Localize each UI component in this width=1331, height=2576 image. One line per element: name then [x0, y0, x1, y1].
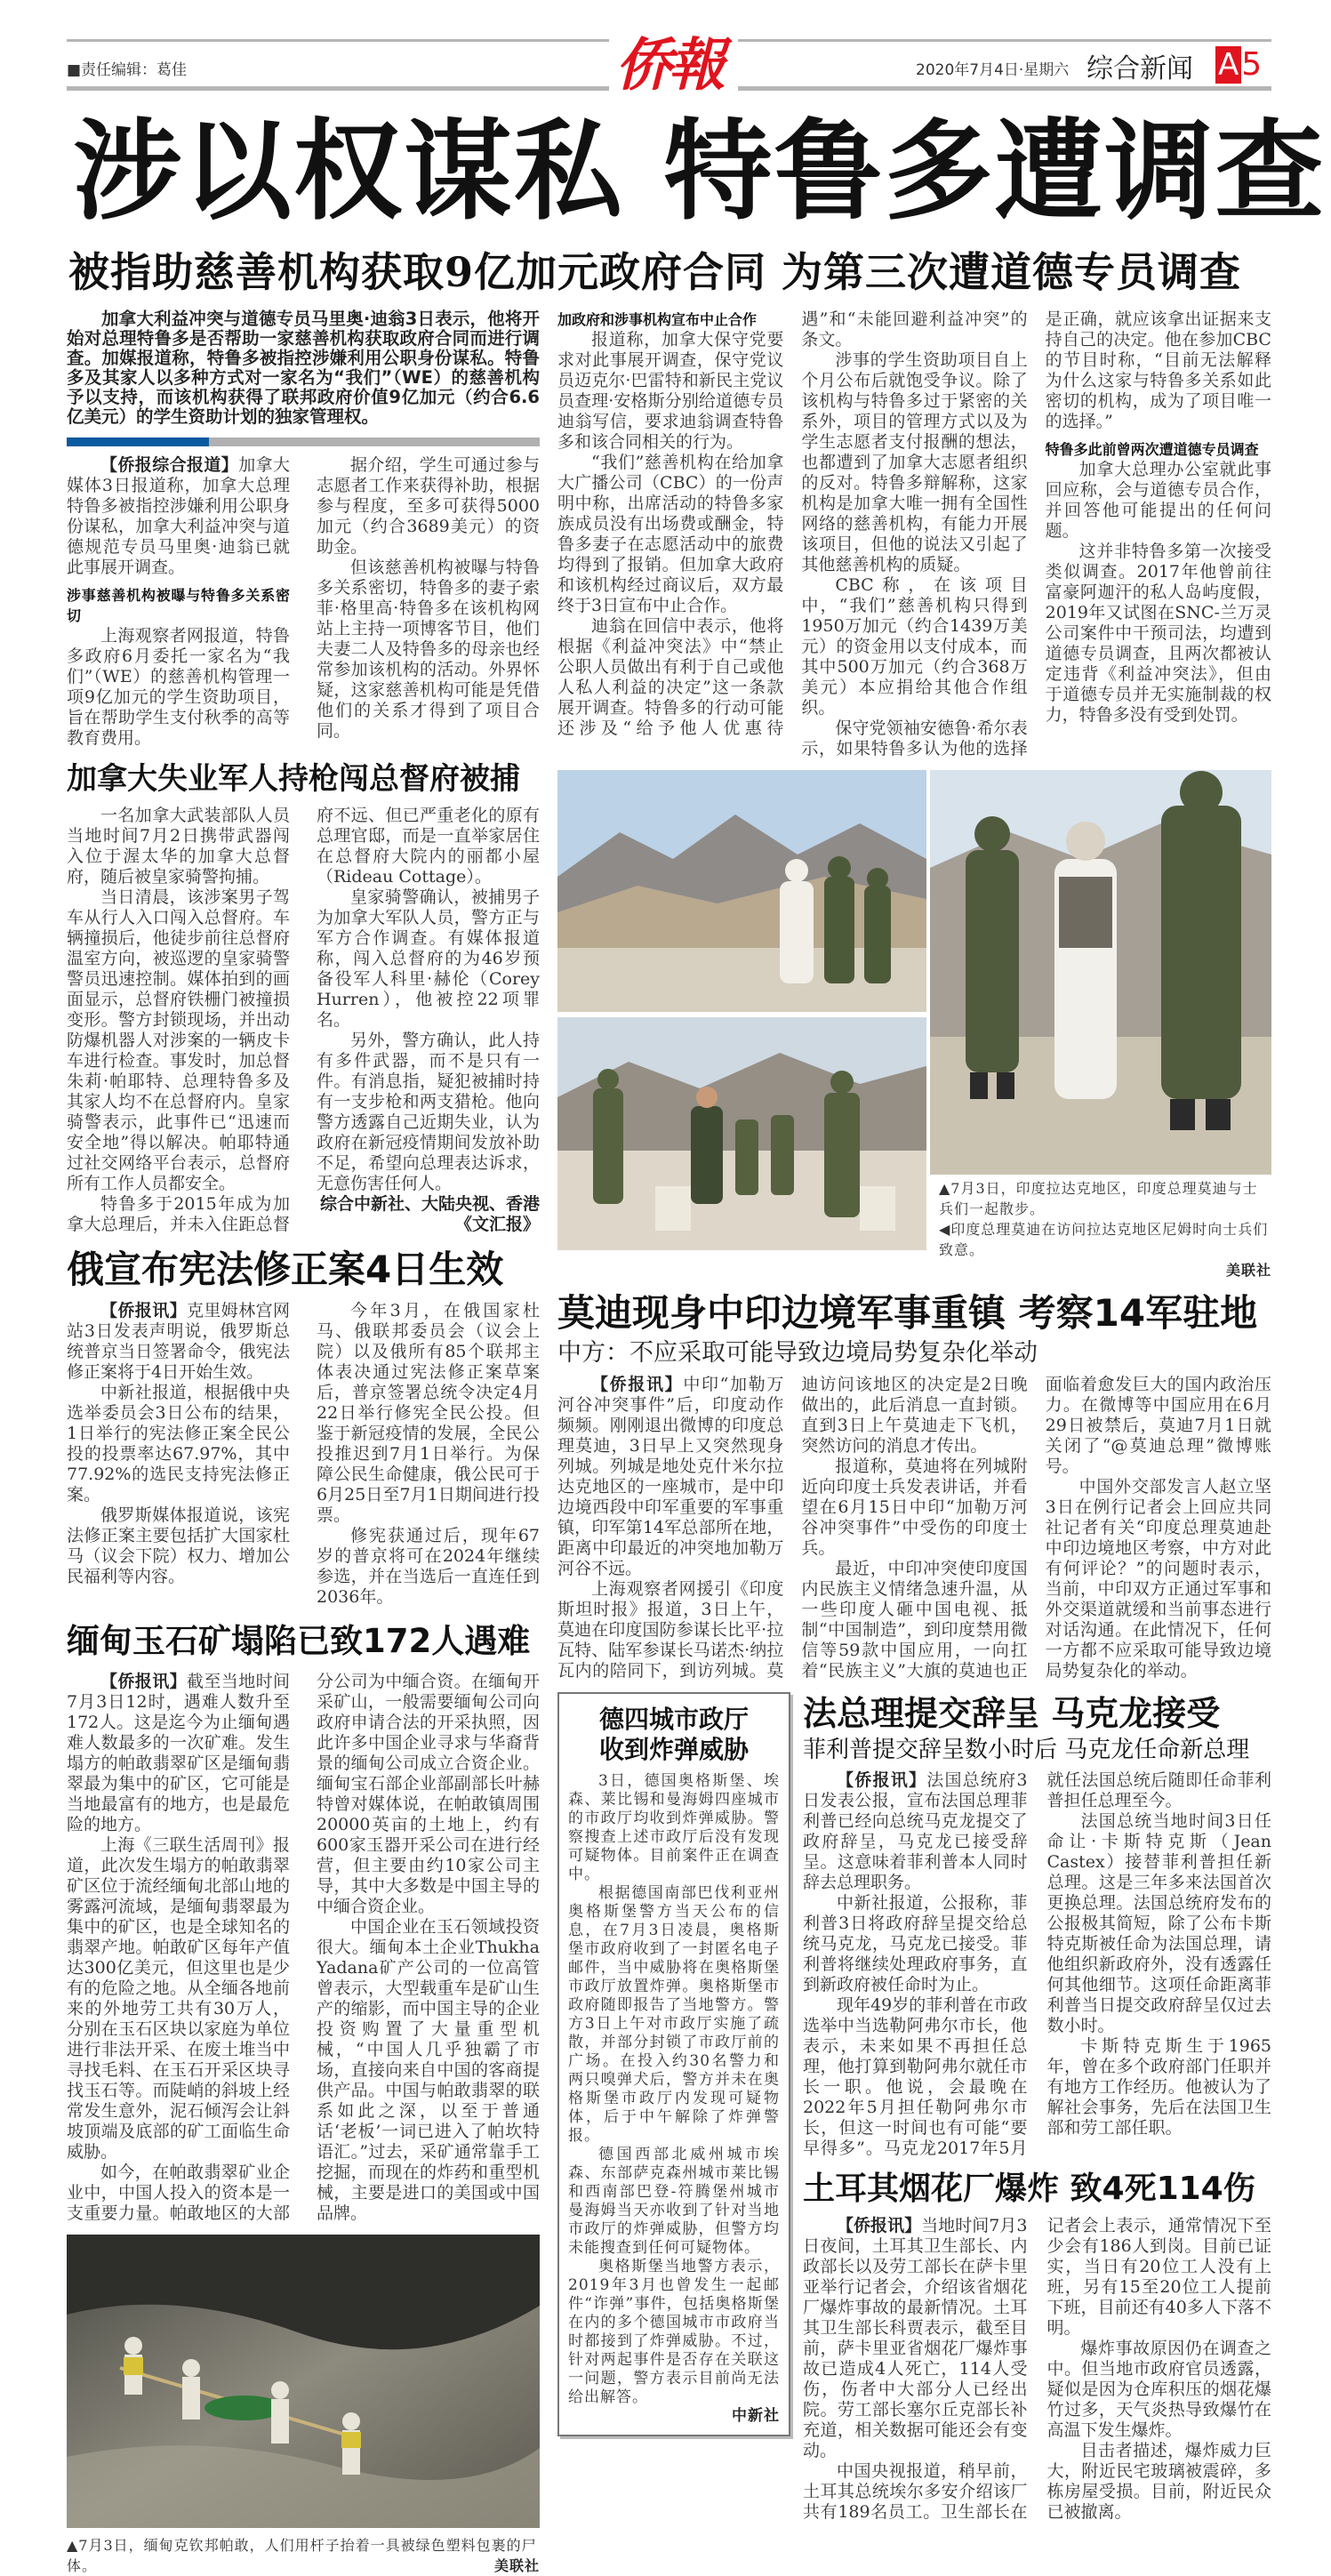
russia-body: [67, 1301, 540, 1608]
article-paragraph: [317, 1031, 540, 1194]
modi-photo-group: [557, 770, 1271, 1280]
paragraph-text: “我们”慈善机构在给加拿大广播公司（CBC）的一份声明中称，出席活动的特鲁多家族成员没有出场费或酬金，特鲁多妻子在志愿活动中的旅费均得到了报销。但加拿大政府和该机构经过商议后，双方最终于3日宣布中止合作。: [557, 453, 784, 615]
soldier-headline: 加拿大失业军人持枪闯总督府被捕: [67, 761, 520, 797]
article-paragraph: [317, 1526, 540, 1608]
masthead-bottom-rule: [67, 86, 609, 91]
paragraph-text: 法国总统当地时间3日任命让·卡斯特克斯（Jean Castex）接替菲利普担任新总理。这是三年多来法国首次更换总理。法国总统府发布的公报极其简短，除了公布卡斯特克斯被任命为法国总理，请他组织新政府外，没有透露任何其他细节。这项任命距离菲利普当日提交政府辞呈仅过去数小时。: [1046, 1811, 1271, 2035]
article-paragraph: [317, 1917, 540, 2224]
masthead-bottom-rule: [738, 86, 1271, 91]
article-source: 中新社: [732, 2407, 780, 2425]
article-paragraph: [557, 330, 783, 453]
modi-body: [557, 1375, 1271, 1681]
france-turkey-stack: [803, 1692, 1271, 2523]
modi-subheadline: 中方：不应采取可能导致边境局势复杂化举动: [557, 1339, 1038, 1367]
france-body: [803, 1770, 1271, 2159]
article-paragraph: [1047, 1811, 1272, 2036]
section-name: 综合新闻: [1086, 53, 1193, 84]
paragraph-text: 保守党领袖安德鲁·希尔表示，如果特鲁多认为他的选择是正确，就应该拿出证据来支持自己的决定。他在参加CBC的节目时称，“目前无法解释为什么这家与特鲁多关系如此密切的机构，成为了项目唯一的选择。”: [801, 309, 1271, 758]
soldier-body: [67, 806, 540, 1235]
paragraph-text: 当日清晨，该涉案男子驾车从行人入口闯入总督府。车辆撞损后，他徒步前往总督府温室方向，被巡逻的皇家骑警警员迅速控制。媒体拍到的画面显示，总督府铁栅门被撞损变形。警方封锁现场，并出动防爆机器人对涉案的一辆皮卡车进行检查。事发时，加总督朱莉·帕耶特、总理特鲁多及其家人均不在总督府内。皇家骑警表示，此事件已“迅速而安全地”得以解决。帕耶特通过社交网络平台表示，总督府所有工作人员都安全。: [67, 887, 290, 1193]
turkey-headline: 土耳其烟花厂爆炸 致4死114伤: [803, 2171, 1255, 2207]
article-subhead: 涉事慈善机构被曝与特鲁多关系密切: [67, 587, 290, 624]
paragraph-text: 最近，中印冲突使印度国内民族主义情绪急速升温，从一些印度人砸中国电视、抵制“中国制造”，到印度禁用微信等59款中国应用，一向扛着“民族主义”大旗的莫迪也正面临着愈发巨大的国内政治压力。在微博等中国应用在6月29日被禁后，莫迪7月1日就关闭了“@莫迪总理”微博账号。: [801, 1375, 1271, 1681]
lead-subheadline: 被指助慈善机构获取9亿加元政府合同 为第三次遭道德专员调查: [68, 248, 1242, 296]
article-paragraph: [67, 1301, 290, 1383]
modi-photo-captions: [930, 1178, 1271, 1280]
dateline-tag: 【侨报讯】: [837, 2216, 922, 2235]
paragraph-text: 中新社报道，根据俄中央选举委员会3日公布的结果，1日举行的宪法修正案全民公投的投票率达67.97%，其中77.92%的选民支持宪法修正案。: [67, 1383, 290, 1505]
paragraph-text: 德国西部北威州城市埃森、东部萨克森州城市莱比锡和西南部巴登-符腾堡州城市曼海姆当天亦收到了针对当地市政厅的炸弹威胁，但警方均未能搜查到任何可疑物体。: [568, 2146, 780, 2257]
article-paragraph: [317, 887, 540, 1031]
article-paragraph: [568, 2146, 780, 2258]
germany-sidebar-box: [557, 1692, 790, 2436]
page-letter: A: [1215, 46, 1241, 84]
modi-greeting-photo: [557, 1017, 926, 1250]
lead-body-left: [67, 455, 540, 749]
modi-walking-photo: [930, 770, 1271, 1175]
dateline-tag: 【侨报讯】: [837, 1770, 927, 1790]
article-paragraph: [1047, 2339, 1272, 2441]
paragraph-text: 中国央视报道，稍早前，土耳其总统埃尔多安介绍该厂共有189名员工。卫生部长在记者会上表示，通常情况下至少会有186人到岗。目前已证实，当日有20位工人没有上班，另有15至20位工人提前下班，目前还有40多人下落不明。: [803, 2216, 1271, 2522]
article-paragraph: [557, 1375, 783, 1579]
article-paragraph: [1047, 2441, 1272, 2523]
modi-caption-walking: ▲7月3日，印度拉达克地区，印度总理莫迪与士兵们一起散步。: [939, 1180, 1258, 1217]
paragraph-text: 加拿大总理办公室就此事回应称，会与道德专员合作，并回答他可能提出的任何问题。: [1045, 460, 1271, 541]
paragraph-text: 中新社报道，公报称，菲利普3日将政府辞呈提交给总统马克龙，马克龙已接受。菲利普将继续处理政府事务，直到新政府被任命时为止。: [803, 1893, 1028, 1994]
page-number: [1215, 46, 1262, 84]
newspaper-logo: 侨報: [615, 32, 722, 99]
paragraph-text: 根据德国南部巴伐利亚州奥格斯堡警方当天公布的信息，在7月3日凌晨，奥格斯堡市政府收到了一封匿名电子邮件，当中威胁将在奥格斯堡市政厅放置炸弹。奥格斯堡市政府随即报告了当地警方。警方3日上午对市政厅实施了疏散，并部分封锁了市政厅前的广场。在投入约30名警力和两只嗅弹犬后，警方并未在奥格斯堡市政厅内发现可疑物体，后于中午解除了炸弹警报。: [568, 1884, 780, 2145]
germany-headline-line2: 收到炸弹威胁: [598, 1735, 749, 1764]
paragraph-text: 据介绍，学生可通过参与志愿者工作来获得补助，根据参与程度，至多可获得5000加元（约合3689美元）的资助金。: [317, 455, 540, 557]
article-paragraph: [67, 1835, 290, 2163]
modi-photo-credit: 美联社: [1225, 1262, 1271, 1279]
myanmar-caption-text: ▲7月3日，缅甸克钦邦帕敢，人们用杆子抬着一具被绿色塑料包裹的尸体。: [67, 2537, 537, 2574]
paragraph-text: 报道称，加拿大保守党要求对此事展开调查，保守党议员迈克尔·巴雷特和新民主党议员查理·安格斯分别给道德专员迪翁写信，要求迪翁调查特鲁多和该合同相关的行为。: [557, 330, 784, 452]
myanmar-mine-photo: [67, 2235, 540, 2528]
article-paragraph: [67, 1505, 290, 1587]
article-subhead: 特鲁多此前曾两次遭道德专员调查: [1045, 441, 1259, 458]
paragraph-text: 这并非特鲁多第一次接受类似调查。2017年他曾前往富豪阿迦汗的私人岛屿度假，2019年又试图在SNC-兰万灵公司案件中干预司法，均遭到道德专员调查，且两次都被认定违背《利益冲突法》，但由于道德专员并无实施制裁的权力，特鲁多没有受到处罚。: [1045, 542, 1271, 725]
modi-caption-greeting: ◀印度总理莫迪在访问拉达克地区尼姆时向士兵们致意。: [939, 1221, 1269, 1258]
france-headline: 法总理提交辞呈 马克龙接受: [803, 1694, 1221, 1733]
lede-divider: [67, 437, 540, 446]
article-paragraph: [801, 575, 1027, 718]
lead-lede: 加拿大利益冲突与道德专员马里奥·迪翁3日表示，他将开始对总理特鲁多是否帮助一家慈善机构获取政府合同而进行调查。加媒报道称，特鲁多被指控涉嫌利用公职身份谋私。特鲁多及其家人以多种方式对一家名为“我们”（WE）的慈善机构予以支持，而该机构获得了联邦政府价值9亿加元（约合6.6亿美元）的学生资助计划的独家管理权。: [67, 309, 540, 427]
article-paragraph: [803, 2216, 1028, 2461]
myanmar-photo-credit: 美联社: [493, 2557, 540, 2574]
paragraph-text: 加拿大媒体3日报道称，加拿大总理特鲁多被指控涉嫌利用公职身份谋私，加拿大利益冲突与道德规范专员马里奥·迪翁已就此事展开调查。: [67, 455, 290, 577]
paragraph-text: 卡斯特克斯生于1965年，曾在多个政府部门任职并有地方工作经历。他被认为了解社会事务，先后在法国卫生部和劳工部任职。: [1046, 2036, 1271, 2138]
germany-body: [568, 1772, 780, 2426]
paragraph-text: 如今，在帕敢翡翠矿业企业中，中国人投入的资本是一支重要力量。帕敢地区的大部分公司为中缅合资。在缅甸开采矿山，一般需要缅甸公司向政府申请合法的开采执照，因此许多中国企业寻求与华裔背景的缅甸公司成立合资企业。缅甸宝石部企业部副部长叶赫特曾对媒体说，在帕敢镇周围20000英亩的土地上，约有600家玉器开采公司在进行经营，但主要由约10家公司主导，其中大多数是中国主导的中缅合资企业。: [67, 1672, 540, 2223]
paragraph-text: 中国企业在玉石领域投资很大。缅甸本土企业Thukha Yadana矿产公司的一位高管曾表示，大型载重车是矿山生产的缩影，而中国主导的企业投资购置了大量重型机械，“中国人几乎独霸了市场，直接向来自中国的客商提供产品。中国与帕敢翡翠的联系如此之深，以至于普通话‘老板’一词已进入了帕坎特语汇。”过去，采矿通常靠手工挖掘，而现在的炸药和重型机械，主要是进口的美国或中国品牌。: [317, 1917, 540, 2223]
paragraph-text: 另外，警方确认，此人持有多件武器，而不是只有一件。有消息指，疑犯被捕时持有一支步枪和两支猎枪。他向警方透露自己近期失业，认为政府在新冠疫情期间发放补助不足，希望向总理表达诉求，无意伤害任何人。: [317, 1031, 540, 1193]
article-paragraph: [1046, 542, 1271, 726]
paragraph-text: 皇家骑警确认，被捕男子为加拿大军队人员，警方正与军方合作调查。有媒体报道称，闯入总督府的为46岁预备役军人科里·赫伦（Corey Hurren），他被控22项罪名。: [317, 887, 540, 1030]
dateline-tag: 【侨报讯】: [100, 1672, 187, 1691]
article-paragraph: [1047, 2036, 1272, 2139]
paragraph-text: 爆炸事故原因仍在调查之中。但当地市政府官员透露，疑似是因为仓库积压的烟花爆竹过多，天气炎热导致爆竹在高温下发生爆炸。: [1046, 2339, 1271, 2440]
left-column-stack: [67, 309, 540, 2576]
article-paragraph: [67, 1672, 290, 1835]
paragraph-text: 但该慈善机构被曝与特鲁多关系密切，特鲁多的妻子索菲·格里高·特鲁多在该机构网站上主持一项博客节目，他们夫妻二人及特鲁多的母亲也经常参加该机构的活动。外界怀疑，这家慈善机构可能是凭借他们的关系才得到了项目合同。: [317, 558, 540, 741]
article-paragraph: [317, 1301, 540, 1526]
article-paragraph: [568, 1772, 780, 1884]
dateline-tag: 【侨报综合报道】: [100, 455, 239, 475]
paragraph-text: 特鲁多于2015年成为加拿大总理后，并未入住距总督府不远、但已严重老化的原有总理官邸，而是一直举家居住在总督府大院内的丽都小屋（Rideau Cottage）。: [67, 806, 540, 1234]
article-paragraph: [67, 626, 290, 749]
masthead-top-rule: [67, 39, 609, 42]
paragraph-text: 中印“加勒万河谷冲突事件”后，印度动作频频。刚刚退出微博的印度总理莫迪，3日早上又突然现身列城。列城是地处克什米尔拉达克地区的一座城市，是中印边境西段中印军重要的军事重镇，印军第14军总部所在地，距离中印最近的冲突地加勒万河谷不远。: [557, 1375, 784, 1578]
paragraph-text: 中国外交部发言人赵立坚3日在例行记者会上回应共同社记者有关“印度总理莫迪赴中印边境地区考察，中方对此有何评论？”的问题时表示，当前，中印双方正通过军事和外交渠道就缓和当前事态进行对话沟通。在此情况下，任何一方都不应采取可能导致边境局势复杂化的举动。: [1045, 1477, 1271, 1681]
article-paragraph: [568, 2258, 780, 2407]
paragraph-text: 克里姆林宫网站3日发表声明说，俄罗斯总统普京当日签署命令，俄宪法修正案将于4日开始生效。: [67, 1301, 290, 1382]
paragraph-text: 上海观察者网援引《印度斯坦时报》报道，3日上午，莫迪在印度国防参谋长比平·拉瓦特、陆军参谋长马诺杰·纳拉瓦内的陪同下，到访列城。莫迪访问该地区的决定是2日晚做出的，此后消息一直封锁。直到3日上午莫迪走下飞机，突然访问的消息才传出。: [557, 1375, 1028, 1681]
article-source: 综合中新社、大陆央视、香港《文汇报》: [319, 1194, 540, 1234]
lower-right-row: [557, 1692, 1271, 2523]
article-paragraph: [67, 455, 290, 578]
article-paragraph: [1046, 1477, 1271, 1681]
paragraph-text: 法国总统府3日发表公报，宣布法国总理菲利普已经向总统马克龙提交了政府辞呈，马克龙已接受辞呈。这意味着菲利普本人同时辞去总理职务。: [803, 1770, 1028, 1892]
article-paragraph: [803, 1770, 1028, 1893]
myanmar-headline: 缅甸玉石矿塌陷已致172人遇难: [67, 1622, 531, 1660]
paragraph-text: 报道称，莫迪将在列城附近向印度士兵发表讲话，并看望在6月15日中印“加勒万河谷冲突事件”中受伤的印度士兵。: [801, 1457, 1028, 1558]
russia-headline: 俄宣布宪法修正案4日生效: [67, 1248, 504, 1291]
paragraph-text: 现年49岁的菲利普在市政选举中当选勒阿弗尔市长，他表示，未来如果不再担任总理，他打算到勒阿弗尔就任市长一职。他说，会最晚在2022年5月担任勒阿弗尔市长，但这一时间也有可能“要早得多”。马克龙2017年5月就任法国总统后随即任命菲利普担任总理至今。: [803, 1770, 1271, 2158]
paragraph-text: 3日，德国奥格斯堡、埃森、莱比锡和曼海姆四座城市的市政厅均收到炸弹威胁。警察搜查上述市政厅后没有发现可疑物体。目前案件正在调查中。: [568, 1772, 780, 1883]
paragraph-text: 当地时间7月3日夜间，土耳其卫生部长、内政部长以及劳工部长在萨卡里亚举行记者会，介绍该省烟花厂爆炸事故的最新情况。土耳其卫生部长科贾表示，截至目前，萨卡里亚省烟花厂爆炸事故已造成4人死亡，114人受伤，伤者中大部分人已经出院。劳工部长塞尔丘克部长补充道，相关数据可能还会有变动。: [803, 2216, 1028, 2460]
article-paragraph: [801, 1457, 1027, 1559]
article-paragraph: [317, 455, 540, 558]
dateline-tag: 【侨报讯】: [591, 1375, 684, 1394]
issue-date: 2020年7月4日·星期六: [916, 61, 1070, 79]
masthead-top-rule: [738, 39, 1271, 42]
right-column-stack: [557, 309, 1271, 2523]
article-paragraph: [67, 887, 290, 1194]
turkey-body: [803, 2216, 1271, 2523]
myanmar-body: [67, 1672, 540, 2224]
myanmar-photo-caption: [67, 2535, 540, 2576]
paragraph-text: 一名加拿大武装部队人员当地时间7月2日携带武器闯入位于渥太华的加拿大总督府，随后被皇家骑警拘捕。: [67, 806, 290, 887]
article-paragraph: [1046, 460, 1271, 542]
germany-headline-line1: 德四城市政厅: [598, 1705, 749, 1734]
paragraph-text: 涉事的学生资助项目自上个月公布后就饱受争议。除了该机构与特鲁多过于紧密的关系外，项目的管理方式以及为学生志愿者支付报酬的想法，也都遭到了加拿大志愿者组织的反对。特鲁多辩解称，这家机构是加拿大唯一拥有全国性网络的慈善机构，有能力开展该项目，但他的说法又引起了其他慈善机构的质疑。: [801, 350, 1028, 574]
modi-headline: 莫迪现身中印边境军事重镇 考察14军驻地: [557, 1291, 1258, 1335]
article-paragraph: [803, 1893, 1028, 1995]
lead-headline: 涉以权谋私 特鲁多遭调查: [73, 108, 1326, 235]
article-paragraph: [317, 558, 540, 742]
editor-credit: ■责任编辑：葛佳: [67, 61, 188, 79]
france-subheadline: 菲利普提交辞呈数小时后 马克龙任命新总理: [803, 1737, 1250, 1763]
article-paragraph: [557, 453, 783, 616]
article-paragraph: [67, 1383, 290, 1505]
paragraph-text: 今年3月，在俄国家杜马、俄联邦委员会（议会上院）以及俄所有85个联邦主体表决通过宪法修正案草案后，普京签署总统令决定4月22日举行修宪全民公投。但鉴于新冠疫情的发展，全民公投推迟到7月1日举行。为保障公民生命健康，俄公民可于6月25日至7月1日期间进行投票。: [317, 1301, 540, 1525]
paragraph-text: 截至当地时间7月3日12时，遇难人数升至172人。这是迄今为止缅甸遇难人数最多的一次矿难。发生塌方的帕敢翡翠矿区是缅甸翡翠最为集中的矿区，它可能是当地最富有的地方，也是最危险的地方。: [67, 1672, 290, 1834]
page-digit: 5: [1241, 46, 1263, 83]
paragraph-text: 迪翁在回信中表示，他将根据《利益冲突法》中“禁止公职人员做出有利于自己或他人私人利益的决定”这一条款展开调查。特鲁多的行动可能还涉及“给予他人优惠待遇”和“未能回避利益冲突”的条文。: [557, 309, 1028, 738]
article-paragraph: [67, 806, 290, 887]
paragraph-text: 修宪获通过后，现年67岁的普京将可在2024年继续参选，并在当选后一直连任到2036年。: [317, 1526, 540, 1607]
paragraph-text: 目击者描述，爆炸威力巨大，附近民宅玻璃被震碎，多栋房屋受损。目前，附近民众已被撤离。: [1046, 2441, 1271, 2522]
dateline-tag: 【侨报讯】: [100, 1301, 187, 1320]
paragraph-text: 上海观察者网报道，特鲁多政府6月委托一家名为“我们”（WE）的慈善机构管理一项9亿加元的学生资助项目，旨在帮助学生支付秋季的高等教育费用。: [67, 626, 290, 748]
paragraph-text: CBC称，在该项目中，“我们”慈善机构只得到1950万加元（约合1439万美元）的资金用以支付成本，而其中500万加元（约合368万美元）本应捐给其他合作组织。: [801, 575, 1028, 718]
paragraph-text: 奥格斯堡当地警方表示，2019年3月也曾发生一起邮件“诈弹”事件，包括奥格斯堡在内的多个德国城市市政府当时都接到了炸弹威胁。不过，针对两起事件是否存在关联这一问题，警方表示目前尚无法给出解答。: [568, 2258, 780, 2406]
paragraph-text: 上海《三联生活周刊》报道，此次发生塌方的帕敢翡翠矿区位于流经缅甸北部山地的雾露河流域，是缅甸翡翠最为集中的矿区，也是全球知名的翡翠产地。帕敢矿区每年产值达300亿美元，但这里也是少有的危险之地。从全缅各地前来的外地劳工共有30万人，分别在玉石区块以家庭为单位进行非法开采、在废土堆当中寻找毛料、在玉石开采区块寻找玉石等。而陡峭的斜坡上经常发生意外，泥石倾泻会让斜坡顶端及底部的矿工面临生命威胁。: [67, 1835, 290, 2162]
lead-body-right: [557, 309, 1271, 759]
paragraph-text: 俄罗斯媒体报道说，该宪法修正案主要包括扩大国家杜马（议会下院）权力、增加公民福利等内容。: [67, 1505, 290, 1586]
article-paragraph: [801, 350, 1027, 575]
modi-mountain-photo: [557, 770, 926, 1012]
article-paragraph: [568, 1884, 780, 2146]
article-subhead: 加政府和涉事机构宣布中止合作: [557, 311, 758, 328]
